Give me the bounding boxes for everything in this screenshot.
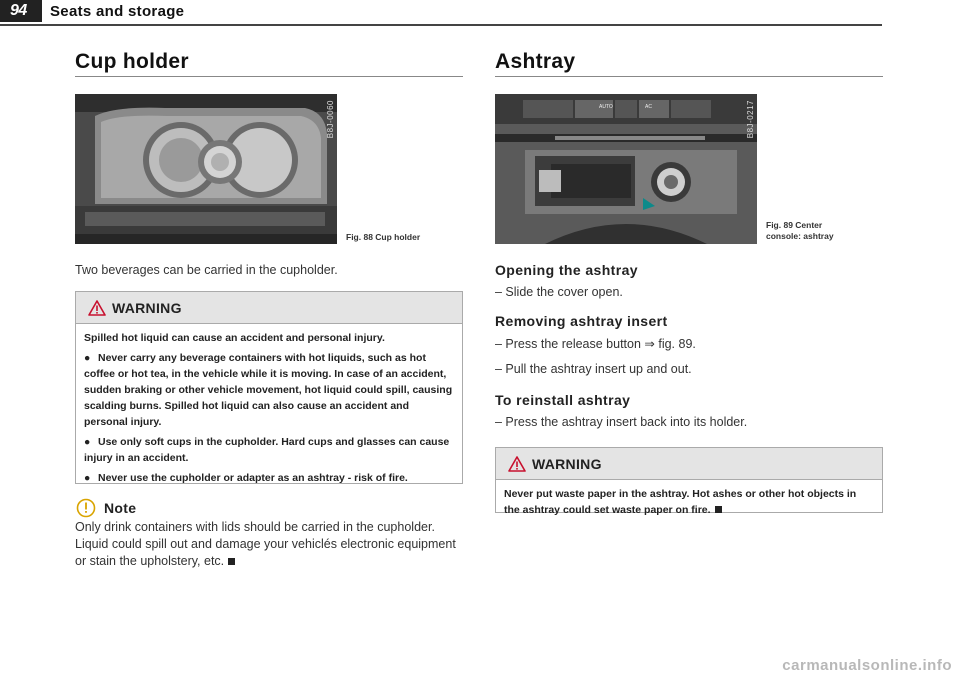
ashtray-heading: Ashtray bbox=[495, 50, 576, 73]
cup-holder-figure-code: B8J-0060 bbox=[326, 100, 335, 139]
ac-auto-label: AUTO bbox=[599, 104, 613, 110]
ashtray-warning-title: WARNING bbox=[532, 455, 602, 472]
cup-holder-warning-header bbox=[76, 292, 462, 324]
cup-holder-note-text: Only drink containers with lids should be carried in the cupholder. Liquid could spill out and damage your vehiclés electronic equipment or stain the upholstery, etc. bbox=[75, 520, 456, 568]
ashtray-heading-rule bbox=[495, 76, 883, 77]
reinstall-ashtray-step: – Press the ashtray insert back into its holder. bbox=[495, 415, 748, 429]
ashtray-figure bbox=[495, 94, 757, 244]
cup-holder-warning-box bbox=[75, 291, 463, 484]
page-number: 94 bbox=[10, 2, 27, 19]
warning-triangle-icon bbox=[508, 456, 526, 472]
cup-holder-warning-title: WARNING bbox=[112, 299, 182, 316]
removing-insert-step-2: – Pull the ashtray insert up and out. bbox=[495, 362, 692, 376]
cup-holder-figure-caption: Fig. 88 Cup holder bbox=[346, 232, 421, 242]
header-rule bbox=[0, 24, 882, 26]
cup-holder-warning-lead: Spilled hot liquid can cause an accident and personal injury. bbox=[84, 332, 385, 344]
bullet-icon: ● bbox=[84, 352, 91, 364]
ac-label: AC bbox=[645, 104, 652, 110]
end-of-section-mark-icon bbox=[715, 506, 722, 513]
bullet-icon: ● bbox=[84, 472, 91, 484]
cup-holder-note-title: Note bbox=[104, 500, 137, 516]
ashtray-warning-header bbox=[496, 448, 882, 480]
cup-holder-figure bbox=[75, 94, 337, 244]
bullet-icon: ● bbox=[84, 436, 91, 448]
ashtray-figure-caption bbox=[766, 220, 834, 242]
cup-holder-intro: Two beverages can be carried in the cupholder. bbox=[75, 263, 338, 277]
ashtray-figure-code: B8J-0217 bbox=[746, 100, 755, 139]
end-of-section-mark-icon bbox=[228, 558, 235, 565]
ashtray-warning-text: Never put waste paper in the ashtray. Hot ashes or other hot objects in the ashtray could set waste paper on fire. bbox=[504, 488, 857, 516]
ashtray-figure-caption-line2: console: ashtray bbox=[766, 231, 834, 241]
opening-ashtray-step: – Slide the cover open. bbox=[495, 285, 623, 299]
removing-insert-heading: Removing ashtray insert bbox=[495, 313, 668, 329]
warning-triangle-icon bbox=[88, 300, 106, 316]
cup-holder-warning-item: Never use the cupholder or adapter as an ashtray - risk of fire. bbox=[98, 472, 408, 484]
watermark: carmanualsonline.info bbox=[782, 657, 952, 674]
ashtray-illustration bbox=[495, 94, 757, 244]
ashtray-warning-box bbox=[495, 447, 883, 516]
section-title: Seats and storage bbox=[50, 3, 185, 20]
note-circle-icon bbox=[76, 498, 96, 518]
cup-holder-note-header bbox=[76, 498, 136, 518]
removing-insert-step-1: – Press the release button ⇒ fig. 89. bbox=[495, 337, 696, 351]
opening-ashtray-heading: Opening the ashtray bbox=[495, 262, 638, 278]
ashtray-warning-body bbox=[496, 480, 882, 522]
cup-holder-warning-body bbox=[76, 324, 462, 494]
cup-holder-warning-item: Never carry any beverage containers with hot liquids, such as hot coffee or hot tea, in the vehicle while it is moving. In case of an accident, sudden braking or other vehicle movement, hot liquid could spill, causing scalding burns. Spilled hot liquid can also cause an accident and personal injury. bbox=[84, 352, 453, 428]
cup-holder-heading-rule bbox=[75, 76, 463, 77]
cup-holder-heading: Cup holder bbox=[75, 50, 189, 73]
cup-holder-warning-item: Use only soft cups in the cupholder. Hard cups and glasses can cause injury in an accident. bbox=[84, 436, 450, 464]
reinstall-ashtray-heading: To reinstall ashtray bbox=[495, 392, 631, 408]
ashtray-figure-caption-line1: Fig. 89 Center bbox=[766, 220, 823, 230]
cup-holder-illustration bbox=[75, 94, 337, 244]
cup-holder-note-text-block bbox=[75, 519, 467, 570]
page-number-box bbox=[0, 0, 42, 22]
